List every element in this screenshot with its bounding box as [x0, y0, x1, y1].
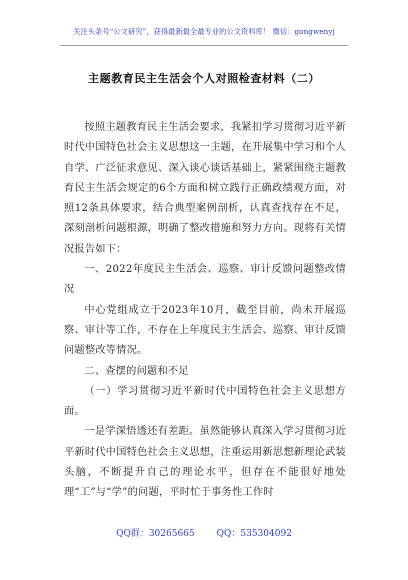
footer-contact — [0, 526, 408, 539]
document-title: 主题教育民主生活会个人对照检查材料（二） — [88, 72, 320, 85]
body-paragraph: 一是学深悟透还有差距。虽然能够认真深入学习贯彻习近平新时代中国特色社会主义思想，注重运用新思想新理论武装头脑，不断提升自己的理论水平，但存在不能很好地处理“工”与“学”的问题，平时忙于事务性工作时 — [64, 426, 346, 499]
body-paragraph: 按照主题教育民主生活会要求，我紧扣学习贯彻习近平新时代中国特色社会主义思想这一主题，在开展集中学习和个人自学、广泛征求意见、深入谈心谈话基础上，紧紧围绕主题教育民主生活会规定的6个方面和树立践行正确政绩观方面，对照12条具体要求，结合典型案例剖析，认真查找存在不足，深刻剖析问题根源，明确了整改措施和努力方向。现将有关情况报告如下： — [64, 122, 346, 255]
header-note: 关注头条号“公文研究”，获得最新最全最专业的公文资料库！ 微信：gongwenyj — [73, 27, 335, 36]
subsection-heading: （一）学习贯彻习近平新时代中国特色社会主义思想方面。 — [64, 385, 346, 418]
section-heading: 一、2022年度民主生活会、巡察、审计反馈问题整改情况 — [64, 264, 346, 296]
footer-qq-group: QQ群：30265665 — [116, 529, 195, 539]
header-divider — [60, 45, 348, 46]
section-heading: 二、查摆的问题和不足 — [84, 365, 189, 377]
document-body — [64, 118, 346, 504]
footer-qq: QQ：535304092 — [216, 529, 292, 539]
body-paragraph: 中心党组成立于2023年10月，截至目前，尚未开展巡察、审计等工作，不存在上年度民主生活会、巡察、审计反馈问题整改等情况。 — [64, 304, 346, 357]
